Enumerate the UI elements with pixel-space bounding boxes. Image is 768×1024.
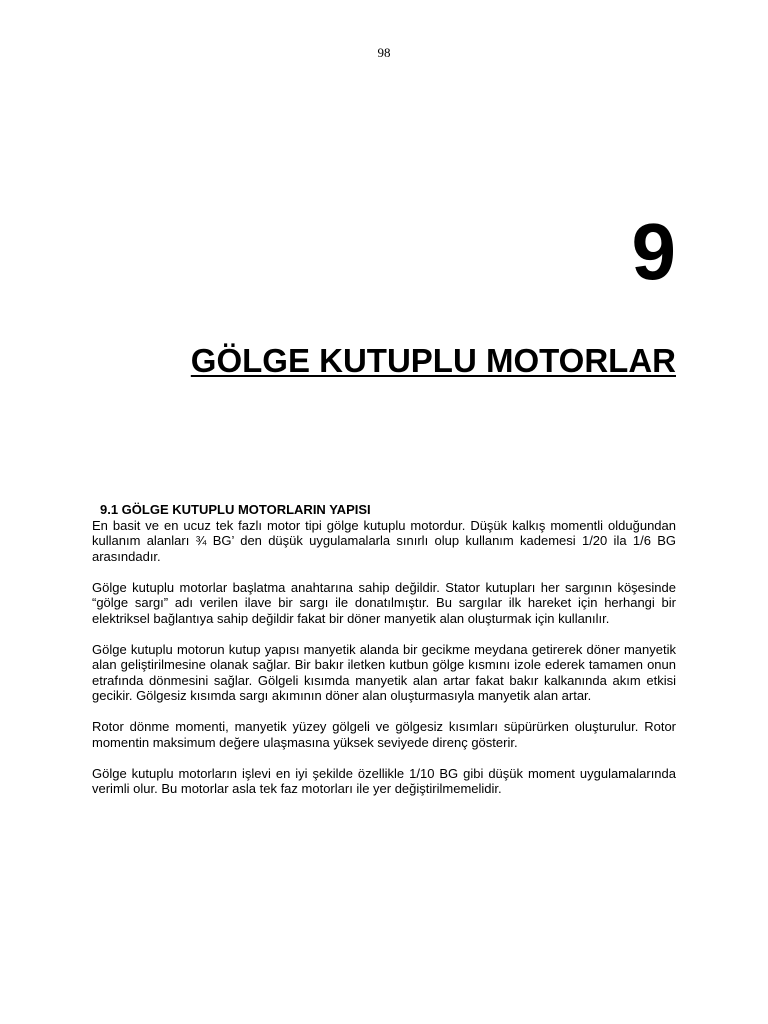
chapter-title: GÖLGE KUTUPLU MOTORLAR [190, 342, 676, 379]
chapter-number: 9 [631, 207, 676, 296]
paragraph: Gölge kutuplu motorlar başlatma anahtarına sahip değildir. Stator kutupları her sargının köşesinde “gölge sargı” adı verilen ilave bir sargı ile donatılmıştır. Bu sargılar ilk hareket için herhangi bir elektriksel bağlantıya sahip değildir fakat bir döner manyetik alan oluşturmak için kullanılır. [92, 579, 676, 626]
section-heading: 9.1 GÖLGE KUTUPLU MOTORLARIN YAPISI [100, 502, 371, 517]
section-content [92, 502, 676, 812]
paragraph: Rotor dönme momenti, manyetik yüzey gölgeli ve gölgesiz kısımları süpürürken oluşturulur. Rotor momentin maksimum değere ulaşmasına yüksek seviyede direnç gösterir. [92, 719, 676, 750]
page-number: 98 [377, 45, 391, 60]
paragraph: Gölge kutuplu motorların işlevi en iyi şekilde özellikle 1/10 BG gibi düşük moment uygulamalarında verimli olur. Bu motorlar asla tek faz motorları ile yer değiştirilmemelidir. [92, 765, 676, 796]
paragraph: Gölge kutuplu motorun kutup yapısı manyetik alanda bir gecikme meydana getirerek döner manyetik alan geliştirilmesine olanak sağlar. Bir bakır iletken kutbun gölge kısmını izole ederek tamamen onun etrafında dönmesini sağlar. Gölgeli kısımda manyetik alan artar fakat bakır kalkanında akım etkisi gecikir. Gölgesiz kısımda sargı akımının döner alan oluşturmasıyla manyetik alan artar. [92, 641, 676, 703]
paragraph: En basit ve en ucuz tek fazlı motor tipi gölge kutuplu motordur. Düşük kalkış momentli olduğundan kullanım alanları ¾ BG’ den düşük uygulamalarla sınırlı olup kullanım kademesi 1/20 ila 1/6 BG arasındadır. [92, 517, 676, 564]
